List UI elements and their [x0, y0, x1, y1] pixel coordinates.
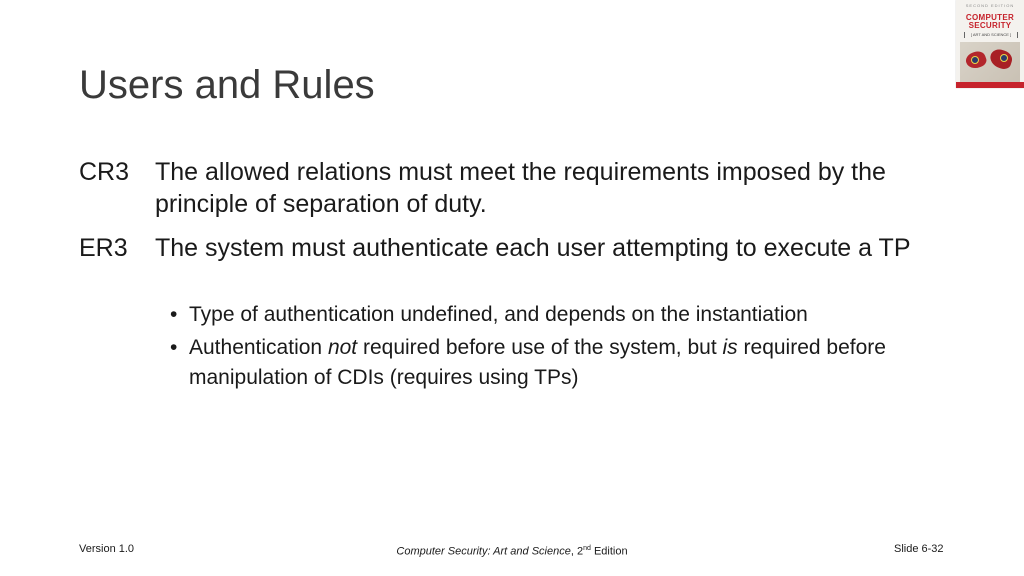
cover-edition-text: SECOND EDITION	[965, 3, 1015, 8]
slide-title: Users and Rules	[79, 63, 375, 107]
rule-label-er3: ER3	[79, 234, 128, 262]
footer-edition-suffix: nd	[583, 545, 591, 552]
rule-text-er3: The system must authenticate each user attempting to execute a TP	[155, 234, 911, 262]
bullet-1-text: Type of authentication undefined, and depends on the instantiation	[189, 303, 808, 326]
book-cover-image	[956, 0, 1024, 88]
footer-edition-number: 2	[576, 545, 584, 558]
cover-subtitle: [ ART AND SCIENCE ]	[964, 32, 1018, 38]
bullet-2-text-b: required before use of the system, but	[357, 336, 723, 359]
bullet-2-text-c: required before manipulation of CDIs (requires using TPs)	[189, 336, 886, 389]
rule-label-cr3: CR3	[79, 158, 130, 186]
bullet-2-emphasis-is: is	[722, 336, 738, 359]
bullet-2-emphasis-not: not	[327, 336, 358, 359]
bullet-item-1	[170, 300, 930, 330]
er3-bullet-list	[170, 300, 930, 396]
footer-version: Version 1.0	[79, 543, 135, 555]
footer-edition-word: Edition	[590, 545, 628, 558]
bullet-2-text-a: Authentication	[189, 336, 328, 359]
rule-text-cr3: The allowed relations must meet the requirements imposed by the principle of separation of duty.	[155, 158, 886, 218]
cover-title	[956, 14, 1024, 30]
bullet-item-2	[170, 333, 930, 393]
footer-book-title: Computer Security: Art and Science, 2nd Edition	[396, 545, 628, 558]
footer-slide-number: Slide 6-32	[894, 543, 944, 555]
cover-title-line1: COMPUTER	[965, 13, 1015, 22]
cover-title-line2: SECURITY	[968, 21, 1012, 30]
cover-band	[956, 82, 1024, 88]
footer-book-name: Computer Security: Art and Science	[396, 545, 571, 558]
butterfly-eyespot-left	[971, 56, 979, 64]
butterfly-icon	[960, 42, 1020, 82]
butterfly-eyespot-right	[1000, 54, 1008, 62]
